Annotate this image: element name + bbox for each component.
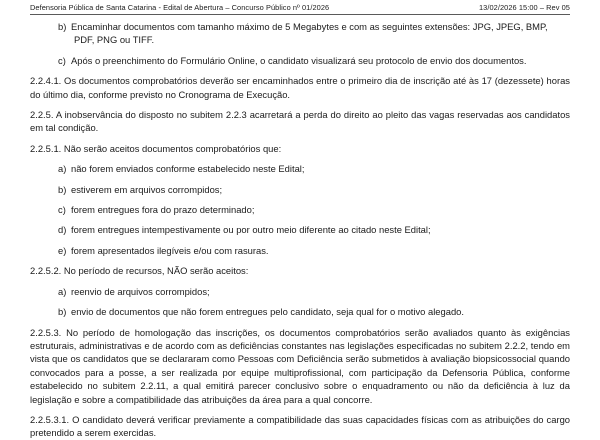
clause-paragraph: 2.2.5. A inobservância do disposto no subitem 2.2.3 acarretará a perda do direito ao pleito das vagas reservadas aos candidatos em tal condição.	[30, 109, 570, 134]
header-revision-right: 13/02/2026 15:00 – Rev 05	[478, 3, 570, 12]
list-item-label: a)	[58, 163, 67, 175]
list-item-label: e)	[58, 244, 67, 256]
clause-paragraph: 2.2.4.1. Os documentos comprobatórios deverão ser encaminhados entre o primeiro dia de inscrição até às 17 (dezessete) horas do último dia, conforme previsto no Cronograma de Execução.	[30, 75, 570, 100]
list-item	[58, 305, 570, 318]
list-item-text: estiverem em arquivos corrompidos;	[71, 183, 223, 195]
list-item	[58, 183, 570, 196]
list-item-label: c)	[58, 204, 66, 216]
list-item-text: forem apresentados ilegíveis e/ou com rasuras.	[71, 244, 269, 256]
list-item-text: forem entregues intempestivamente ou por outro meio diferente ao citado neste Edital;	[71, 224, 431, 236]
list-item-text: reenvio de arquivos corrompidos;	[71, 285, 210, 297]
list-item-text: envio de documentos que não forem entregues pelo candidato, seja qual for o motivo alegado.	[71, 306, 464, 318]
list-item	[58, 203, 570, 216]
list-item-label: c)	[58, 54, 66, 66]
list-item-text: Encaminhar documentos com tamanho máximo de 5 Megabytes e com as seguintes extensões: JPG, JPEG, BMP, PDF, PNG ou TIFF.	[71, 21, 548, 46]
list-item-text: não forem enviados conforme estabelecido neste Edital;	[71, 163, 305, 175]
list-item-label: b)	[58, 21, 67, 32]
list-item	[58, 162, 570, 175]
document-body	[30, 15, 570, 440]
list-item-label: b)	[58, 306, 67, 318]
list-item-label: a)	[58, 285, 67, 297]
clause-paragraph: 2.2.5.1. Não serão aceitos documentos comprobatórios que:	[30, 142, 282, 154]
list-item-label: d)	[58, 224, 67, 236]
running-header	[30, 0, 570, 15]
list-item	[58, 54, 570, 67]
list-item-label: b)	[58, 183, 67, 195]
list-item	[58, 285, 570, 298]
list-item	[58, 244, 570, 257]
clause-paragraph: 2.2.5.3.1. O candidato deverá verificar previamente a compatibilidade das suas capacidades físicas com as atribuições do cargo pretendido a serem exercidas.	[30, 413, 570, 439]
list-item-text: Após o preenchimento do Formulário Online, o candidato visualizará seu protocolo de envio dos documentos.	[71, 54, 527, 66]
clause-paragraph: 2.2.5.2. No período de recursos, NÃO serão aceitos:	[30, 265, 249, 277]
clause-paragraph: 2.2.5.3. No período de homologação das inscrições, os documentos comprobatórios serão avaliados quanto às exigências estruturais, administrativas e de acordo com as deficiências constantes nas legislações especificadas no subitem 2.2.2, tendo em vista que os candidatos que se declararam como Pessoas com Deficiência serão submetidos à avaliação biopsicossocial quando convocados para a posse, a ser realizada por equipe multiprofissional, com participação da Defensoria Pública, conforme estabelecido no subitem 2.2.11, a qual emitirá parecer conclusivo sobre o enquadramento ou não da deficiência à luz da legislação e sobre a compatibilidade das atribuições da área para a qual concorre.	[30, 326, 570, 405]
header-title-left: Defensoria Pública de Santa Catarina - Edital de Abertura – Concurso Público nº 01/2026	[30, 3, 330, 12]
list-item	[58, 20, 570, 47]
list-item-text: forem entregues fora do prazo determinado;	[71, 204, 255, 216]
list-item	[58, 223, 570, 236]
